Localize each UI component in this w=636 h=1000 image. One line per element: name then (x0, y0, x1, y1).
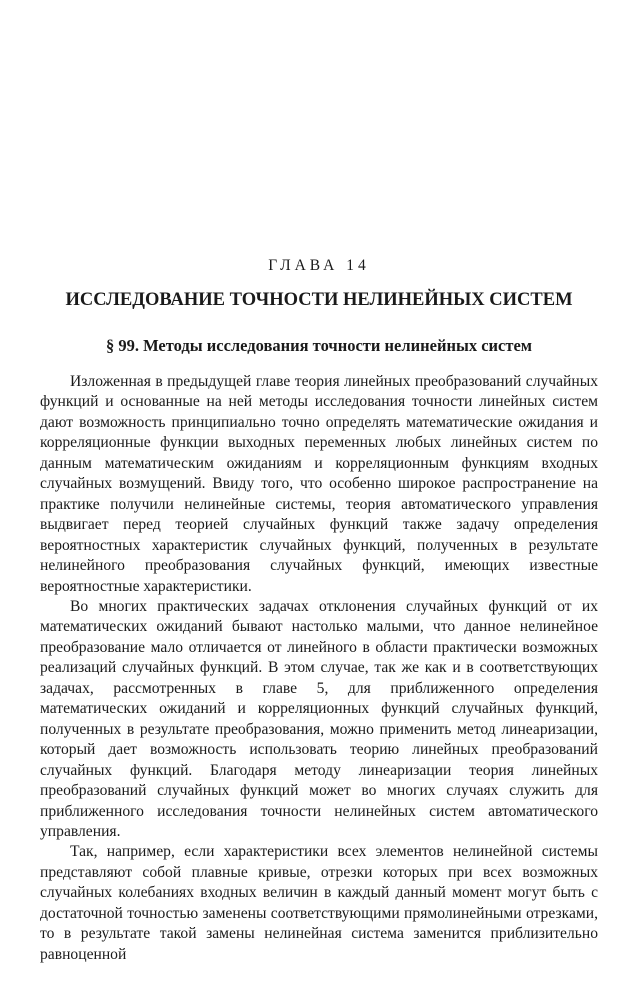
chapter-title: ИССЛЕДОВАНИЕ ТОЧНОСТИ НЕЛИНЕЙНЫХ СИСТЕМ (65, 290, 573, 310)
chapter-label: ГЛАВА 14 (268, 257, 370, 274)
paragraph: Изложенная в предыдущей главе теория линейных преобразований случайных функций и основанные на ней методы исследования точности линейных систем дают возможность принципиально точно определять математические ожидания и корреляционные функции выходных переменных любых линейных систем по данным математическим ожиданиям и корреляционным функциям входных случайных возмущений. Ввиду того, что особенно широкое распространение на практике получили нелинейные системы, теория автоматического управления выдвигает перед теорией случайных функций также задачу определения вероятностных характеристик случайных функций, полученных в результате нелинейного преобразования случайных функций, имеющих известные вероятностные характеристики. (40, 373, 598, 595)
book-page (40, 0, 598, 1000)
section-title: § 99. Методы исследования точности нелинейных систем (105, 336, 533, 355)
paragraph: Во многих практических задачах отклонения случайных функций от их математических ожиданий бывают настолько малыми, что данное нелинейное преобразование мало отличается от линейного в области практически возможных реализаций случайных функций. В этом случае, так же как и в соответствующих задачах, рассмотренных в главе 5, для приближенного определения математических ожиданий и корреляционных функций случайных функций, полученных в результате преобразования, можно применить метод линеаризации, который дает возможность использовать теорию линейных преобразований случайных функций. Благодаря методу линеаризации теория линейных преобразований случайных функций может во многих случаях служить для приближенного исследования точности нелинейных систем автоматического управления. (40, 597, 598, 840)
body-text (40, 372, 598, 965)
paragraph: Так, например, если характеристики всех элементов нелинейной системы представляют собой плавные кривые, отрезки которых при всех возможных случайных колебаниях входных величин в каждый данный момент могут быть с достаточной точностью заменены соответствующими прямолинейными отрезками, то в результате такой замены нелинейная система заменится приблизительно равноценной (40, 843, 598, 963)
